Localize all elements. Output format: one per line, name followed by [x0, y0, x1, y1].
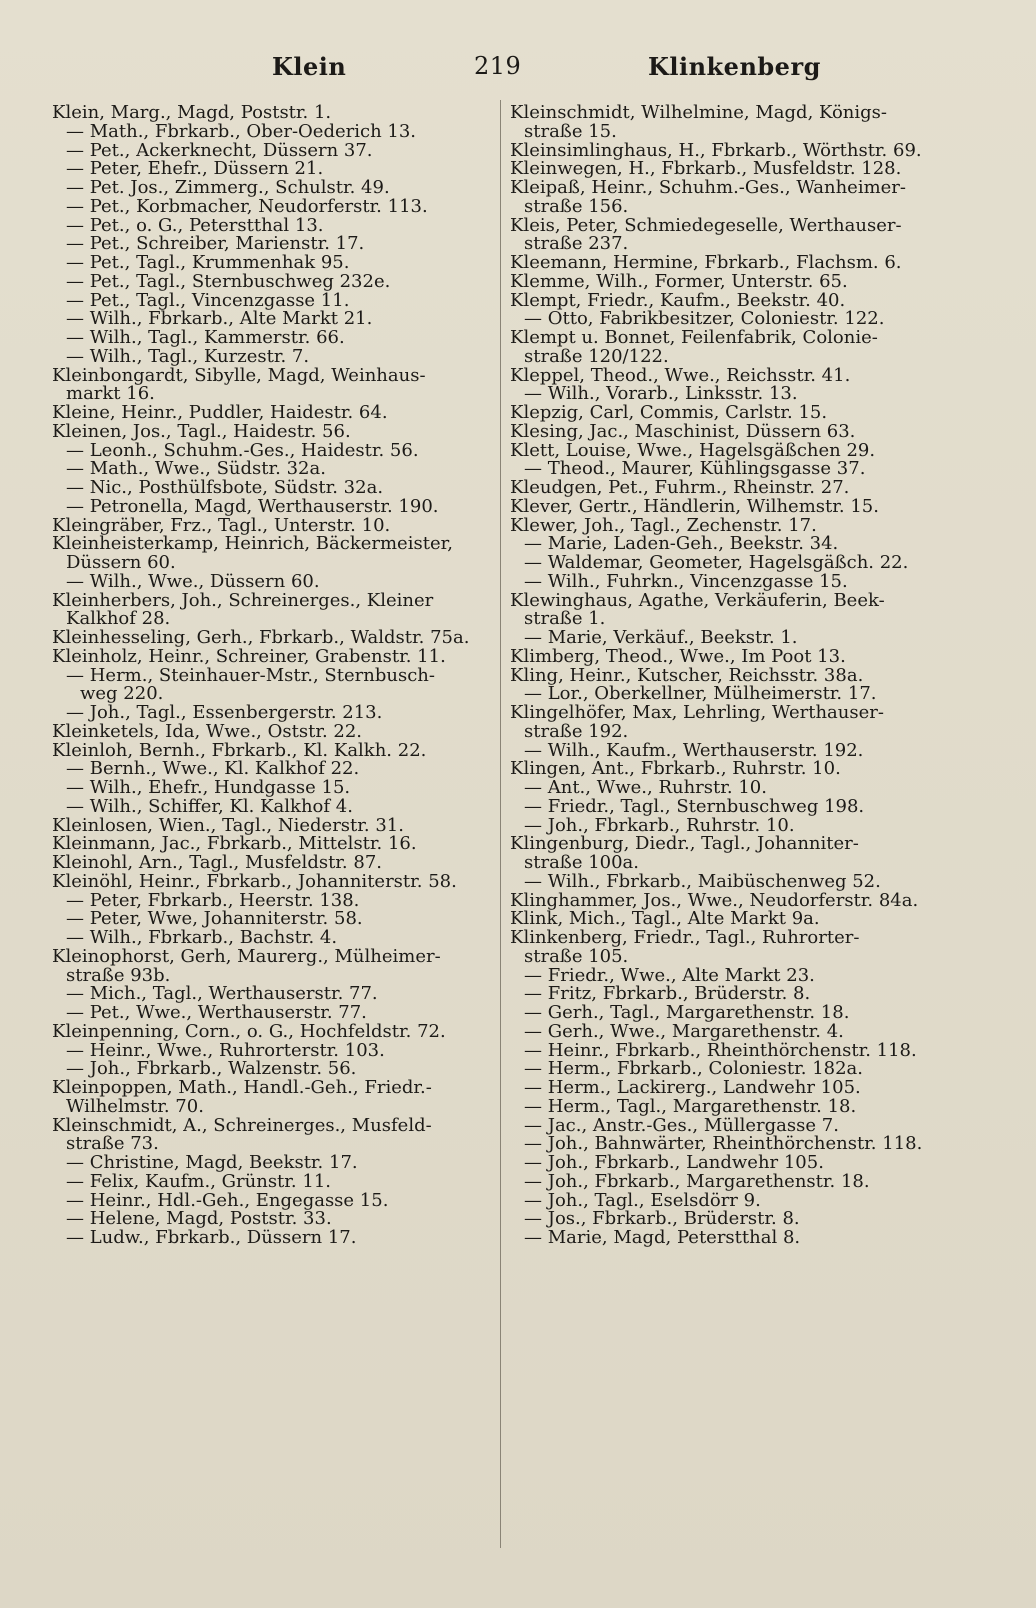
directory-entry: — Wilh., Vorarb., Linksstr. 13. [524, 383, 798, 405]
directory-entry: Kleinschmidt, A., Schreinerges., Musfeld- straße 73. [52, 1114, 432, 1155]
directory-entry: Klimberg, Theod., Wwe., Im Poot 13. [510, 645, 846, 667]
directory-entry: — Joh., Fbrkarb., Landwehr 105. [524, 1152, 824, 1173]
header-right-keyword: Klinkenberg [648, 52, 821, 81]
directory-entry: — Wilh., Ehefr., Hundgasse 15. [66, 777, 351, 798]
directory-entry: Kling, Heinr., Kutscher, Reichsstr. 38a. [510, 664, 864, 686]
directory-entry: — Helene, Magd, Poststr. 33. [66, 1208, 332, 1230]
directory-entry: — Waldemar, Geometer, Hagelsgäßch. 22. [524, 552, 909, 573]
directory-entry: Kleinheisterkamp, Heinrich, Bäckermeister, Düssern 60. [52, 533, 453, 573]
directory-entry: — Wilh., Fbrkarb., Bachstr. 4. [66, 927, 338, 948]
left-column [52, 104, 492, 1248]
directory-entry: — Pet., Schreiber, Marienstr. 17. [66, 233, 365, 255]
directory-entry: Kleudgen, Pet., Fuhrm., Rheinstr. 27. [510, 477, 850, 498]
directory-entry: Klink, Mich., Tagl., Alte Markt 9a. [510, 908, 820, 930]
directory-entry: Kleinpoppen, Math., Handl.-Geh., Friedr.- Wilhelmstr. 70. [52, 1077, 432, 1117]
directory-entry: — Herm., Steinhauer-Mstr., Sternbusch- weg 220. [66, 664, 435, 705]
directory-entry: — Peter, Fbrkarb., Heerstr. 138. [66, 889, 360, 911]
directory-entry: — Jac., Anstr.-Ges., Müllergasse 7. [524, 1114, 839, 1136]
directory-entry: — Joh., Tagl., Essenbergerstr. 213. [66, 702, 383, 723]
directory-entry: — Peter, Wwe, Johanniterstr. 58. [66, 908, 363, 930]
directory-entry: — Herm., Lackirerg., Landwehr 105. [524, 1077, 861, 1098]
directory-entry: — Math., Wwe., Südstr. 32a. [66, 458, 326, 480]
directory-entry: Klempt, Friedr., Kaufm., Beekstr. 40. [510, 289, 846, 311]
directory-entry: — Lor., Oberkellner, Mülheimerstr. 17. [524, 683, 877, 705]
directory-entry: — Otto, Fabrikbesitzer, Coloniestr. 122. [524, 308, 885, 330]
directory-entry: — Jos., Fbrkarb., Brüderstr. 8. [524, 1208, 800, 1230]
directory-entry: Klinghammer, Jos., Wwe., Neudorferstr. 84a. [510, 889, 919, 911]
directory-entry: — Theod., Maurer, Kühlingsgasse 37. [524, 458, 866, 480]
directory-entry: Kleemann, Hermine, Fbrkarb., Flachsm. 6. [510, 252, 902, 273]
directory-entry: Kleinhesseling, Gerh., Fbrkarb., Waldstr. 75a. [52, 627, 470, 648]
directory-entry: — Pet., Tagl., Sternbuschweg 232e. [66, 270, 391, 292]
directory-entry: — Wilh., Tagl., Kammerstr. 66. [66, 327, 345, 348]
page-number: 219 [474, 52, 522, 80]
column-divider [500, 100, 501, 1548]
directory-entry: Klepzig, Carl, Commis, Carlstr. 15. [510, 402, 828, 423]
directory-entry: — Joh., Tagl., Eselsdörr 9. [524, 1189, 761, 1211]
directory-entry: Kleinmann, Jac., Fbrkarb., Mittelstr. 16. [52, 833, 417, 855]
directory-entry: — Wilh., Wwe., Düssern 60. [66, 570, 320, 592]
directory-entry: Kleinloh, Bernh., Fbrkarb., Kl. Kalkh. 22. [52, 739, 427, 761]
directory-entry: Kleis, Peter, Schmiedegeselle, Werthauser- straße 237. [510, 214, 902, 255]
directory-entry: — Petronella, Magd, Werthauserstr. 190. [66, 495, 439, 517]
directory-entry: Klingenburg, Diedr., Tagl., Johanniter- straße 100a. [510, 833, 859, 873]
directory-entry: Kleinophorst, Gerh, Maurerg., Mülheimer- straße 93b. [52, 945, 441, 986]
directory-entry: — Bernh., Wwe., Kl. Kalkhof 22. [66, 758, 360, 780]
directory-entry: — Nic., Posthülfsbote, Südstr. 32a. [66, 477, 384, 498]
directory-entry: Kleppel, Theod., Wwe., Reichsstr. 41. [510, 364, 851, 386]
directory-entry: Klewinghaus, Agathe, Verkäuferin, Beek- straße 1. [510, 589, 885, 630]
directory-entry: — Pet., Ackerknecht, Düssern 37. [66, 139, 373, 161]
directory-entry: Kleinketels, Ida, Wwe., Oststr. 22. [52, 720, 363, 742]
directory-entry: — Marie, Laden-Geh., Beekstr. 34. [524, 533, 839, 555]
directory-entry: — Mich., Tagl., Werthauserstr. 77. [66, 983, 378, 1005]
directory-entry: — Pet., Tagl., Krummenhak 95. [66, 252, 350, 273]
directory-entry: — Gerh., Wwe., Margarethenstr. 4. [524, 1020, 844, 1042]
directory-entry: — Herm., Tagl., Margarethenstr. 18. [524, 1095, 857, 1117]
directory-entry: — Heinr., Wwe., Ruhrorterstr. 103. [66, 1039, 385, 1061]
directory-entry: Kleinöhl, Heinr., Fbrkarb., Johanniterstr. 58. [52, 870, 457, 892]
directory-entry: — Leonh., Schuhm.-Ges., Haidestr. 56. [66, 439, 419, 461]
directory-entry: — Friedr., Tagl., Sternbuschweg 198. [524, 795, 865, 817]
directory-entry: Kleinsimlinghaus, H., Fbrkarb., Wörthstr. 69. [510, 139, 922, 161]
directory-entry: Kleinwegen, H., Fbrkarb., Musfeldstr. 128. [510, 158, 902, 180]
header-left-keyword: Klein [272, 52, 347, 81]
directory-entry: Kleinohl, Arn., Tagl., Musfeldstr. 87. [52, 852, 383, 873]
directory-entry: — Wilh., Fuhrkn., Vincenzgasse 15. [524, 570, 848, 592]
directory-entry: — Wilh., Schiffer, Kl. Kalkhof 4. [66, 795, 353, 817]
directory-entry: Kleinholz, Heinr., Schreiner, Grabenstr. 11. [52, 645, 446, 667]
directory-entry: Klewer, Joh., Tagl., Zechenstr. 17. [510, 514, 817, 536]
directory-entry: — Gerh., Tagl., Margarethenstr. 18. [524, 1002, 850, 1023]
directory-entry: Kleinpenning, Corn., o. G., Hochfeldstr. 72. [52, 1020, 446, 1042]
directory-entry: Klingelhöfer, Max, Lehrling, Werthauser- straße 192. [510, 702, 884, 742]
right-column [510, 104, 980, 1248]
directory-entry: — Ant., Wwe., Ruhrstr. 10. [524, 777, 767, 798]
directory-entry: — Christine, Magd, Beekstr. 17. [66, 1152, 358, 1173]
directory-entry: — Joh., Fbrkarb., Walzenstr. 56. [66, 1058, 357, 1080]
directory-entry: Klingen, Ant., Fbrkarb., Ruhrstr. 10. [510, 758, 841, 780]
directory-entry: — Pet., Korbmacher, Neudorferstr. 113. [66, 195, 428, 217]
directory-entry: — Pet., Wwe., Werthauserstr. 77. [66, 1002, 367, 1023]
directory-entry: — Peter, Ehefr., Düssern 21. [66, 158, 324, 180]
directory-entry: — Marie, Verkäuf., Beekstr. 1. [524, 627, 798, 648]
directory-entry: — Wilh., Tagl., Kurzestr. 7. [66, 345, 310, 367]
directory-entry: — Felix, Kaufm., Grünstr. 11. [66, 1170, 331, 1192]
directory-entry: — Pet. Jos., Zimmerg., Schulstr. 49. [66, 177, 390, 198]
directory-entry: — Joh., Bahnwärter, Rheinthörchenstr. 118. [524, 1133, 923, 1155]
directory-entry: Klein, Marg., Magd, Poststr. 1. [52, 102, 332, 123]
directory-entry: Klever, Gertr., Händlerin, Wilhemstr. 15. [510, 495, 879, 517]
directory-entry: — Wilh., Fbrkarb., Alte Markt 21. [66, 308, 373, 330]
directory-entry: Klempt u. Bonnet, Feilenfabrik, Colonie- straße 120/122. [510, 327, 878, 367]
directory-entry: Kleinen, Jos., Tagl., Haidestr. 56. [52, 420, 351, 442]
directory-entry: — Wilh., Kaufm., Werthauserstr. 192. [524, 739, 864, 761]
directory-entry: — Fritz, Fbrkarb., Brüderstr. 8. [524, 983, 811, 1005]
directory-entry: Klemme, Wilh., Former, Unterstr. 65. [510, 270, 848, 292]
directory-entry: — Herm., Fbrkarb., Coloniestr. 182a. [524, 1058, 864, 1080]
directory-entry: Kleingräber, Frz., Tagl., Unterstr. 10. [52, 514, 391, 536]
directory-entry: Klesing, Jac., Maschinist, Düssern 63. [510, 420, 856, 442]
directory-entry: — Pet., o. G., Peterstthal 13. [66, 214, 324, 236]
directory-entry: — Heinr., Fbrkarb., Rheinthörchenstr. 118. [524, 1039, 917, 1061]
directory-entry: — Joh., Fbrkarb., Ruhrstr. 10. [524, 814, 795, 836]
directory-entry: — Pet., Tagl., Vincenzgasse 11. [66, 289, 350, 311]
directory-entry: Kleinbongardt, Sibylle, Magd, Weinhaus- markt 16. [52, 364, 426, 405]
directory-entry: — Friedr., Wwe., Alte Markt 23. [524, 964, 815, 986]
directory-entry: Kleinherbers, Joh., Schreinerges., Kleiner Kalkhof 28. [52, 589, 434, 630]
directory-entry: Kleinlosen, Wien., Tagl., Niederstr. 31. [52, 814, 404, 836]
directory-entry: — Joh., Fbrkarb., Margarethenstr. 18. [524, 1170, 870, 1192]
directory-entry: Klinkenberg, Friedr., Tagl., Ruhrorter- straße 105. [510, 927, 860, 967]
directory-entry: Kleinschmidt, Wilhelmine, Magd, Königs- straße 15. [510, 102, 887, 142]
directory-entry: Klett, Louise, Wwe., Hagelsgäßchen 29. [510, 439, 876, 461]
directory-entry: Kleipaß, Heinr., Schuhm.-Ges., Wanheimer- straße 156. [510, 177, 906, 217]
directory-entry: — Ludw., Fbrkarb., Düssern 17. [66, 1227, 357, 1248]
directory-entry: — Heinr., Hdl.-Geh., Engegasse 15. [66, 1189, 389, 1211]
page-header [0, 52, 1036, 92]
directory-entry: — Math., Fbrkarb., Ober-Oederich 13. [66, 120, 417, 142]
directory-entry: — Wilh., Fbrkarb., Maibüschenweg 52. [524, 870, 881, 892]
directory-entry: — Marie, Magd, Peterstthal 8. [524, 1227, 801, 1248]
directory-entry: Kleine, Heinr., Puddler, Haidestr. 64. [52, 402, 388, 423]
